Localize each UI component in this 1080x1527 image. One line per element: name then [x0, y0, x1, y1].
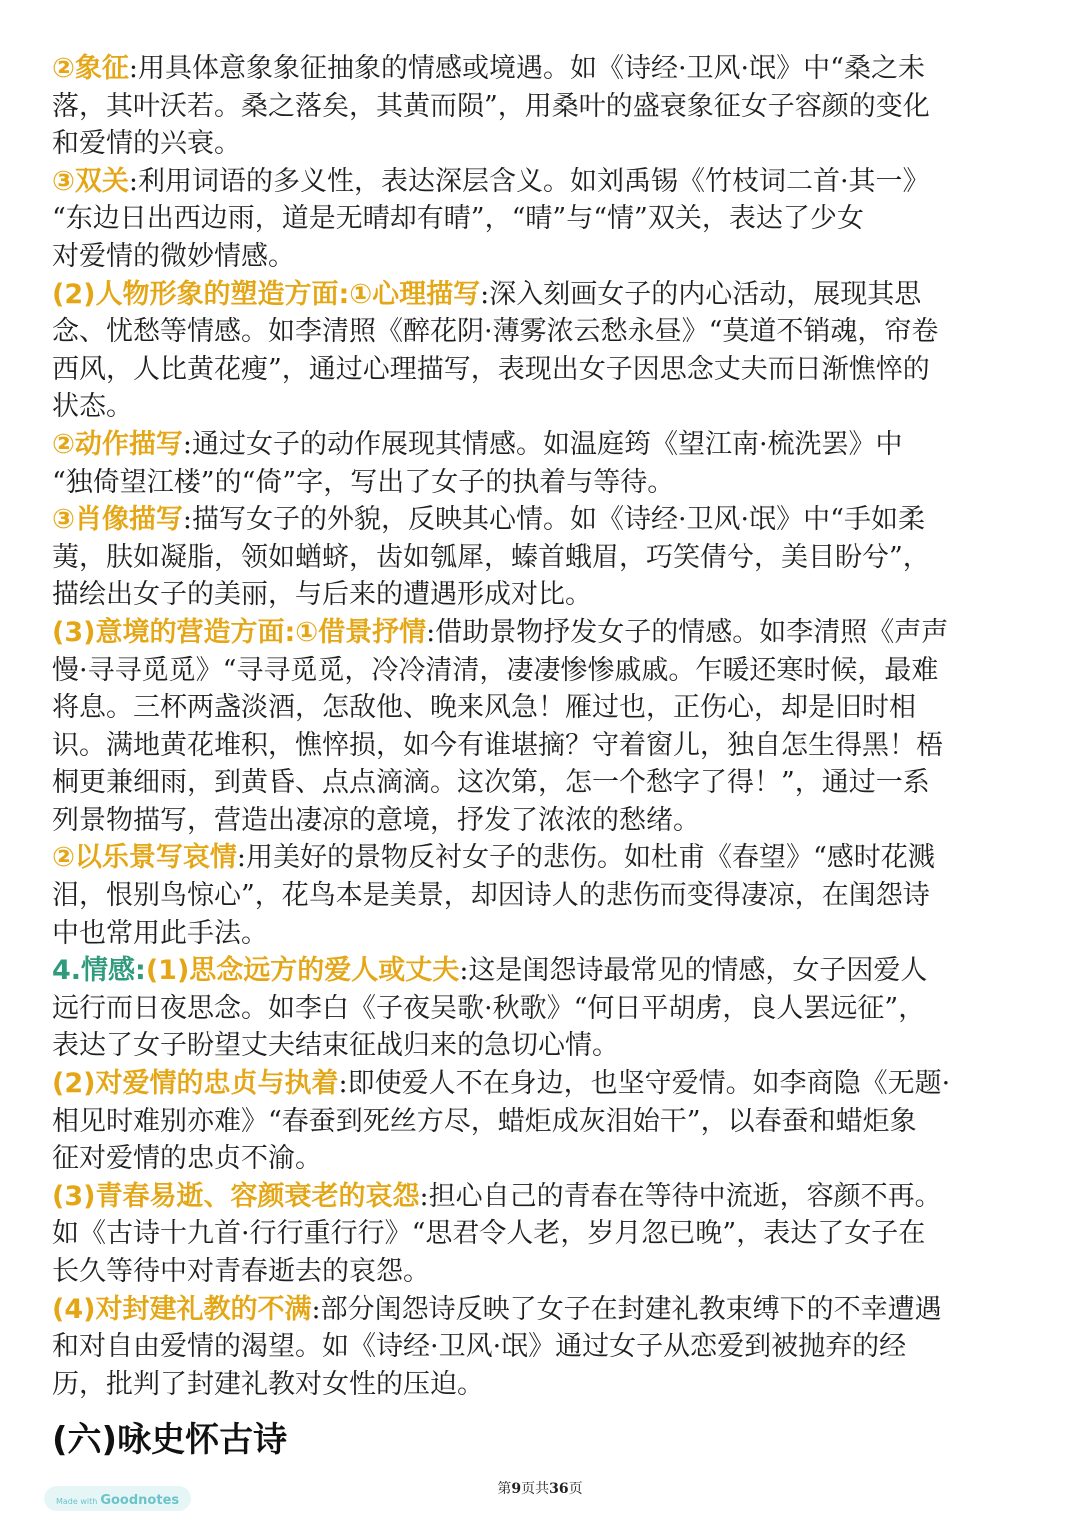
body-text: 识。满地黄花堆积，憔悴损，如今有谁堪摘？守着窗儿，独自怎生得黑！梧	[52, 729, 943, 761]
text-line	[52, 1027, 1032, 1065]
highlight-label: ②象征	[52, 53, 129, 84]
text-line	[52, 1291, 1032, 1329]
text-line	[52, 614, 1032, 652]
text-line	[52, 1140, 1032, 1178]
body-text: 历，批判了封建礼教对女性的压迫。	[52, 1368, 484, 1400]
body-text: “独倚望江楼”的“倚”字，写出了女子的执着与等待。	[52, 466, 675, 498]
body-text: :这是闺怨诗最常见的情感，女子因爱人	[459, 955, 928, 987]
body-text: 中也常用此手法。	[52, 917, 268, 949]
body-text: 远行而日夜思念。如李白《子夜吴歌·秋歌》“何日平胡虏，良人罢远征”，	[52, 992, 926, 1024]
highlight-label: 4.情感:	[52, 955, 146, 987]
text-line	[52, 1253, 1032, 1291]
text-line	[52, 200, 1032, 238]
section-heading: (六)咏史怀古诗	[52, 1420, 288, 1460]
watermark-made-with: Made with	[56, 1497, 98, 1506]
text-line	[52, 576, 1032, 614]
body-text: 相见时难别亦难》“春蚕到死丝方尽，蜡炬成灰泪始干”，以春蚕和蜡炬象	[52, 1105, 917, 1137]
text-line	[52, 50, 1032, 88]
body-text: 西风，人比黄花瘦”，通过心理描写，表现出女子因思念丈夫而日渐憔悴的	[52, 353, 930, 385]
body-text: 泪，恨别鸟惊心”，花鸟本是美景，却因诗人的悲伤而变得凄凉，在闺怨诗	[52, 880, 930, 912]
text-line	[52, 1065, 1032, 1103]
text-line	[52, 501, 1032, 539]
text-line	[52, 1328, 1032, 1366]
body-text: 和对自由爱情的渴望。如《诗经·卫风·氓》通过女子从恋爱到被抛弃的经	[52, 1331, 907, 1363]
body-text: 列景物描写，营造出凄凉的意境，抒发了浓浓的愁绪。	[52, 804, 700, 836]
body-text: :部分闺怨诗反映了女子在封建礼教束缚下的不幸遭遇	[311, 1293, 942, 1325]
goodnotes-watermark	[44, 1486, 191, 1511]
body-text: :深入刻画女子的内心活动，展现其思	[480, 278, 922, 310]
text-line	[52, 952, 1032, 990]
body-text: 如《古诗十九首·行行重行行》“思君令人老，岁月忽已晚”，表达了女子在	[52, 1218, 926, 1250]
body-text: 荑，肤如凝脂，领如蝤蛴，齿如瓠犀，螓首蛾眉，巧笑倩兮，美目盼兮”，	[52, 541, 930, 573]
text-line	[52, 652, 1032, 690]
body-text: 将息。三杯两盏淡酒，怎敌他、晚来风急！雁过也，正伤心，却是旧时相	[52, 692, 916, 724]
body-text: 落，其叶沃若。桑之落矣，其黄而陨”，用桑叶的盛衰象征女子容颜的变化	[52, 90, 930, 122]
body-text: 念、忧愁等情感。如李清照《醉花阴·薄雾浓云愁永昼》“莫道不销魂，帘卷	[52, 316, 939, 348]
footer-middle: 页共	[521, 1481, 550, 1497]
footer-prefix: 第	[497, 1481, 512, 1497]
body-text: :通过女子的动作展现其情感。如温庭筠《望江南·梳洗罢》中	[182, 428, 903, 460]
body-text: 长久等待中对青春逝去的哀怨。	[52, 1256, 430, 1287]
text-line	[52, 877, 1032, 915]
body-text: 征对爱情的忠贞不渝。	[52, 1143, 322, 1175]
highlight-label: ②动作描写	[52, 428, 183, 460]
body-text: 对爱情的微妙情感。	[52, 240, 295, 272]
footer-page-number: 9	[511, 1481, 522, 1497]
watermark-brand: Goodnotes	[100, 1493, 180, 1508]
body-text: 描绘出女子的美丽，与后来的遭遇形成对比。	[52, 579, 592, 611]
document-body	[52, 50, 1032, 1403]
text-line	[52, 839, 1032, 877]
highlight-label: (3)意境的营造方面:①借景抒情	[52, 616, 427, 648]
highlight-label: (1)思念远方的爱人或丈夫	[145, 955, 460, 987]
body-text: 慢·寻寻觅觅》“寻寻觅觅，冷冷清清，凄凄惨惨戚戚。乍暖还寒时候，最难	[52, 654, 939, 686]
text-line	[52, 764, 1032, 802]
text-line	[52, 1215, 1032, 1253]
body-text: “东边日出西边雨，道是无晴却有晴”，“晴”与“情”双关，表达了少女	[52, 203, 864, 235]
text-line	[52, 1366, 1032, 1404]
body-text: :借助景物抒发女子的情感。如李清照《声声	[426, 616, 949, 648]
text-line	[52, 276, 1032, 314]
footer-suffix: 页	[568, 1481, 583, 1497]
text-line	[52, 163, 1032, 201]
highlight-label: (3)青春易逝、容颜衰老的哀怨	[52, 1180, 420, 1212]
text-line	[52, 125, 1032, 163]
body-text: :担心自己的青春在等待中流逝，容颜不再。	[419, 1180, 942, 1212]
highlight-label: ②以乐景写哀情	[52, 842, 237, 874]
highlight-label: ③肖像描写	[52, 504, 183, 536]
text-line	[52, 464, 1032, 502]
body-text: :用美好的景物反衬女子的悲伤。如杜甫《春望》“感时花溅	[236, 842, 935, 874]
highlight-label: ③双关	[52, 165, 129, 197]
highlight-label: (2)人物形象的塑造方面:①心理描写	[52, 278, 481, 310]
text-line	[52, 727, 1032, 765]
body-text: 和爱情的兴衰。	[52, 128, 241, 160]
body-text: :利用词语的多义性，表达深层含义。如刘禹锡《竹枝词二首·其一》	[128, 165, 930, 197]
footer-total-pages: 36	[549, 1481, 569, 1497]
body-text: 状态。	[52, 391, 133, 423]
text-line	[52, 426, 1032, 464]
text-line	[52, 313, 1032, 351]
text-line	[52, 238, 1032, 276]
body-text: :即使爱人不在身边，也坚守爱情。如李商隐《无题·	[338, 1068, 951, 1100]
text-line	[52, 539, 1032, 577]
body-text: :用具体意象象征抽象的情感或境遇。如《诗经·卫风·氓》中“桑之未	[128, 53, 925, 84]
text-line	[52, 388, 1032, 426]
text-line	[52, 915, 1032, 953]
text-line	[52, 802, 1032, 840]
highlight-label: (4)对封建礼教的不满	[52, 1293, 312, 1325]
text-line	[52, 88, 1032, 126]
highlight-label: (2)对爱情的忠贞与执着	[52, 1068, 339, 1100]
text-line	[52, 351, 1032, 389]
text-line	[52, 990, 1032, 1028]
body-text: 表达了女子盼望丈夫结束征战归来的急切心情。	[52, 1030, 619, 1062]
body-text: 桐更兼细雨，到黄昏、点点滴滴。这次第，怎一个愁字了得！”，通过一系	[52, 767, 930, 799]
text-line	[52, 1178, 1032, 1216]
text-line	[52, 689, 1032, 727]
text-line	[52, 1103, 1032, 1141]
body-text: :描写女子的外貌，反映其心情。如《诗经·卫风·氓》中“手如柔	[182, 504, 925, 536]
